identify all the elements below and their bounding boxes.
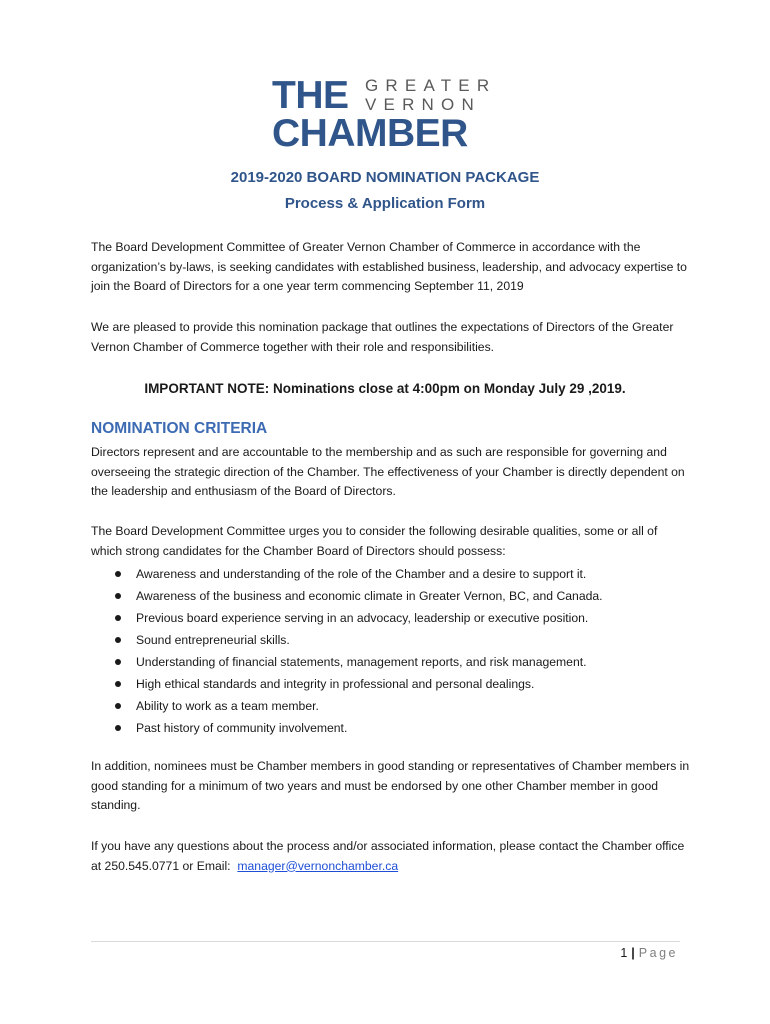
chamber-logo bbox=[272, 74, 502, 155]
page-number: 1 bbox=[620, 946, 628, 960]
intro-paragraph-1: The Board Development Committee of Greater Vernon Chamber of Commerce in accordance with the organization’s by-laws, is seeking candidates with established business, leadership, and advocacy expertise to join the Board of Directors for a one year term commencing September 11, 2019 bbox=[91, 240, 687, 294]
criteria-paragraph-2: The Board Development Committee urges you to consider the following desirable qualities, some or all of which strong candidates for the Chamber Board of Directors should possess: bbox=[91, 524, 658, 558]
logo-the-text: THE bbox=[272, 74, 349, 117]
important-note: IMPORTANT NOTE: Nominations close at 4:00pm on Monday July 29 ,2019. bbox=[144, 381, 626, 396]
membership-requirement-paragraph: In addition, nominees must be Chamber members in good standing or representatives of Chamber members in good standing for a minimum of two years and must be endorsed by one other Chamber member in good standing. bbox=[91, 759, 690, 813]
contact-paragraph bbox=[91, 837, 691, 876]
document-subtitle: Process & Application Form bbox=[284, 195, 486, 212]
logo-vernon-text: VERNON bbox=[365, 95, 481, 114]
section-heading-nomination-criteria: NOMINATION CRITERIA bbox=[91, 420, 268, 437]
contact-text: If you have any questions about the process and/or associated information, please contact the Chamber office at 250.545.0771 or Email: bbox=[91, 839, 685, 873]
document-title: 2019-2020 BOARD NOMINATION PACKAGE bbox=[230, 169, 540, 186]
qualities-list bbox=[113, 563, 673, 739]
footer-divider bbox=[91, 941, 680, 942]
logo-greater-text: GREATER bbox=[365, 76, 497, 95]
list-item: Sound entrepreneurial skills. bbox=[113, 629, 673, 651]
list-item: Previous board experience serving in an advocacy, leadership or executive position. bbox=[113, 607, 673, 629]
logo-chamber-text: CHAMBER bbox=[272, 112, 468, 155]
page-footer bbox=[620, 944, 678, 962]
intro-paragraph-2: We are pleased to provide this nomination package that outlines the expectations of Directors of the Greater Vernon Chamber of Commerce together with their role and responsibilities. bbox=[91, 320, 674, 354]
email-link[interactable]: manager@vernonchamber.ca bbox=[237, 858, 399, 873]
footer-separator: | bbox=[631, 946, 635, 960]
list-item: Ability to work as a team member. bbox=[113, 695, 673, 717]
list-item: Awareness and understanding of the role of the Chamber and a desire to support it. bbox=[113, 563, 673, 585]
list-item: Understanding of financial statements, management reports, and risk management. bbox=[113, 651, 673, 673]
page-label: Page bbox=[638, 946, 678, 960]
list-item: Past history of community involvement. bbox=[113, 717, 673, 739]
criteria-paragraph-1: Directors represent and are accountable to the membership and as such are responsible for governing and overseeing the strategic direction of the Chamber. The effectiveness of your Chamber is directly dependent on the leadership and enthusiasm of the Board of Directors. bbox=[91, 445, 685, 499]
list-item: High ethical standards and integrity in professional and personal dealings. bbox=[113, 673, 673, 695]
list-item: Awareness of the business and economic climate in Greater Vernon, BC, and Canada. bbox=[113, 585, 673, 607]
